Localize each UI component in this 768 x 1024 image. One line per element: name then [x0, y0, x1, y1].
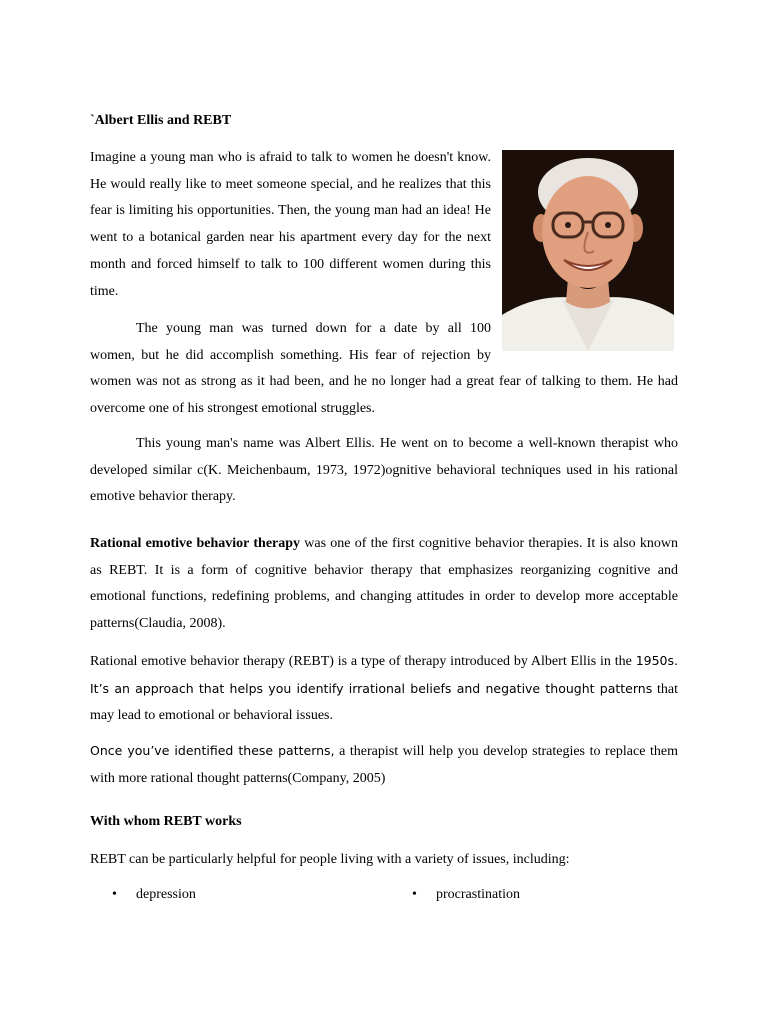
term-rebt: Rational emotive behavior therapy [90, 536, 301, 551]
paragraph-strategies [90, 738, 678, 792]
paragraph-albert-ellis: This young man's name was Albert Ellis. He went on to become a well-known therapist who developed similar c(K. Meichenbaum, 1973, 1972)ognitive behavioral techniques used in his rational emotive behavior therapy. [90, 436, 678, 505]
paragraph-rejection-line2: women, but he did accomplish something. His fear of rejection by [90, 347, 491, 363]
bullet-icon: • [112, 887, 117, 902]
paragraph-rebt-definition-text: was one of the first cognitive behavior therapies. It is also known as REBT. It is a form of cognitive behavior therapy that emphasizes reorganizing cognitive and emotional functions, redefining problems, and changing attitudes in order to develop more acceptable patterns(Claudia, 2008). [90, 536, 678, 632]
section-heading-with-whom: With whom REBT works [90, 814, 242, 829]
paragraph-strategies-text: a therapist will help you develop strategies to replace them with more rational thought patterns(Company, 2005) [90, 744, 678, 786]
paragraph-rebt-intro-end: that may lead to emotional or behavioral issues. [90, 681, 678, 724]
list-item-text: depression [136, 887, 196, 902]
paragraph-strategies-sans: Once you’ve identified these patterns, [90, 743, 335, 758]
paragraph-rejection-rest: women was not as strong as it had been, and he no longer had a great fear of talking to them. He had overcome one of his strongest emotional struggles. [90, 374, 678, 417]
paragraph-rebt-intro-sans: 1950s. It’s an approach that helps you identify irrational beliefs and negative thought patterns [90, 653, 678, 696]
list-item-text: procrastination [436, 887, 520, 902]
paragraph-rejection [90, 316, 678, 423]
bullet-icon: • [412, 887, 417, 902]
paragraph-intro: Imagine a young man who is afraid to talk to women he doesn't know. He would really like to meet someone special, and he realizes that this fear is limiting his opportunities. Then, the young man had an idea! He went to a botanical garden near his apartment every day for the next month and forced himself to talk to 100 different women during this time. [90, 150, 491, 299]
paragraph-rebt-definition [90, 531, 678, 638]
paragraph-issues-intro: REBT can be particularly helpful for people living with a variety of issues, including: [90, 852, 570, 867]
document-title: `Albert Ellis and REBT [90, 113, 232, 128]
paragraph-rebt-intro-start: Rational emotive behavior therapy (REBT) is a type of therapy introduced by Albert Ellis in the [90, 654, 636, 669]
paragraph-rejection-line1: The young man was turned down for a date by all 100 [136, 321, 491, 336]
paragraph-rebt-intro [90, 648, 678, 730]
